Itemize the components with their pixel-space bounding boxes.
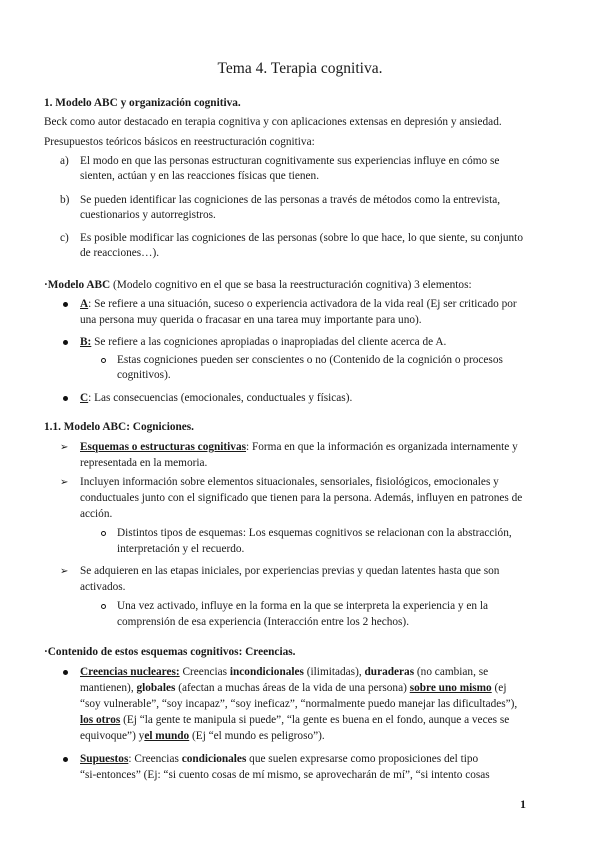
abc-c-text: : Las consecuencias (emocionales, conductuales y físicas).	[88, 392, 353, 404]
item-a-marker: a)	[60, 155, 69, 167]
item-c-marker: c)	[60, 232, 69, 244]
esquemas-line2: representada en la memoria.	[80, 457, 208, 469]
incluyen-line1: Incluyen información sobre elementos situacionales, sensoriales, fisiológicos, emocionales y	[80, 476, 499, 488]
incondicionales-term: incondicionales	[229, 666, 304, 678]
section-1-heading: 1. Modelo ABC y organización cognitiva.	[44, 97, 241, 109]
nucleares-line1	[80, 665, 488, 681]
bullet-icon	[63, 340, 68, 345]
adquieren-line2: activados.	[80, 581, 126, 593]
bullet-icon	[63, 670, 68, 675]
duraderas-term: duraderas	[364, 666, 415, 678]
section-1-1-heading: 1.1. Modelo ABC: Cogniciones.	[44, 421, 194, 433]
abc-a-line1	[80, 297, 517, 313]
arrow-bullet-icon: ➢	[60, 566, 69, 577]
nucleares-text: (ilimitadas),	[303, 666, 365, 678]
nucleares-line5	[80, 729, 325, 745]
abc-b-text: Se refiere a las cogniciones apropiadas o inapropiadas del cliente acerca de A.	[91, 336, 447, 348]
supuestos-line1	[80, 752, 478, 768]
bullet-icon	[63, 757, 68, 762]
abc-lead	[44, 278, 472, 294]
item-c-line2: de reacciones…).	[80, 247, 160, 259]
abc-b-sub-line2: cognitivos).	[117, 369, 171, 381]
abc-b-sub-line1: Estas cogniciones pueden ser conscientes o no (Contenido de la cognición o procesos	[117, 354, 503, 366]
abc-a-key: A	[80, 298, 89, 310]
nucleares-text: (afectan a muchas áreas de la vida de una persona)	[175, 682, 410, 694]
nucleares-text: (Ej “el mundo es peligroso”).	[189, 730, 325, 742]
circle-bullet-icon	[101, 358, 106, 363]
item-b-line2: cuestionarios y autorregistros.	[80, 209, 216, 221]
nucleares-text: Creencias	[179, 666, 230, 678]
page-number: 1	[520, 797, 526, 811]
sobre-uno-mismo-term: sobre uno mismo	[409, 682, 492, 694]
activado-line1: Una vez activado, influye en la forma en la que se interpreta la experiencia y en la	[117, 600, 489, 612]
los-otros-term: los otros	[80, 714, 121, 726]
abc-a-line2: una persona muy querida o fracasar en una tarea muy importante para uno).	[80, 314, 422, 326]
tipos-line2: interpretación y el recuerdo.	[117, 543, 245, 555]
page-title: Tema 4. Terapia cognitiva.	[217, 60, 383, 77]
tipos-line1: Distintos tipos de esquemas: Los esquemas cognitivos se relacionan con la abstracción,	[117, 527, 512, 539]
nucleares-key: Creencias nucleares:	[80, 666, 180, 678]
abc-c-line	[80, 391, 352, 407]
esquemas-line1	[80, 440, 518, 456]
abc-lead-bold: ·Modelo ABC	[44, 279, 111, 291]
condicionales-term: condicionales	[181, 753, 247, 765]
item-a-line1: El modo en que las personas estructuran cognitivamente sus experiencias influye en cómo se	[80, 155, 500, 167]
nucleares-line3: “soy vulnerable”, “soy incapaz”, “soy ineficaz”, “normalmente puedo manejar las dificultades”),	[80, 698, 518, 710]
globales-term: globales	[136, 682, 176, 694]
supuestos-line2: “si-entonces” (Ej: “si cuento cosas de mí mismo, se aprovecharán de mí”, “si intento cosas	[80, 769, 490, 781]
item-b-line1: Se pueden identificar las cogniciones de las personas a través de métodos como la entrevista,	[80, 194, 501, 206]
nucleares-text: (Ej “la gente te manipula si puede”, “la gente es buena en el fondo, aunque a veces se	[120, 714, 510, 726]
nucleares-text: (ej	[491, 682, 507, 694]
esquemas-text: : Forma en que la información es organizada internamente y	[246, 441, 518, 453]
nucleares-text: (no cambian, se	[414, 666, 489, 678]
item-b-marker: b)	[60, 194, 70, 206]
abc-b-key: B:	[80, 336, 92, 348]
abc-lead-rest: (Modelo cognitivo en el que se basa la reestructuración cognitiva) 3 elementos:	[110, 279, 472, 291]
bullet-icon	[63, 396, 68, 401]
nucleares-line4	[80, 713, 509, 729]
arrow-bullet-icon: ➢	[60, 442, 69, 453]
circle-bullet-icon	[101, 604, 106, 609]
supuestos-text: : Creencias	[128, 753, 182, 765]
bullet-icon	[63, 302, 68, 307]
abc-c-key: C	[80, 392, 89, 404]
incluyen-line3: acción.	[80, 508, 113, 520]
item-c-line1: Es posible modificar las cogniciones de las personas (sobre lo que hace, lo que siente, su conjunto	[80, 232, 523, 244]
circle-bullet-icon	[101, 531, 106, 536]
presupuestos-line: Presupuestos teóricos básicos en reestructuración cognitiva:	[44, 136, 315, 148]
el-mundo-term: el mundo	[144, 730, 190, 742]
supuestos-key: Supuestos	[80, 753, 129, 765]
abc-a-text: : Se refiere a una situación, suceso o experiencia activadora de la vida real (Ej ser criticado por	[88, 298, 517, 310]
creencias-heading: ·Contenido de estos esquemas cognitivos: Creencias.	[44, 646, 296, 658]
nucleares-line2	[80, 681, 506, 697]
abc-b-line1	[80, 335, 446, 351]
item-a-line2: sienten, actúan y en las reacciones físicas que tienen.	[80, 170, 320, 182]
supuestos-text: que suelen expresarse como proposiciones del tipo	[246, 753, 479, 765]
arrow-bullet-icon: ➢	[60, 477, 69, 488]
esquemas-key: Esquemas o estructuras cognitivas	[80, 441, 247, 453]
nucleares-text: equivoque”) y	[80, 730, 145, 742]
section-1-intro: Beck como autor destacado en terapia cognitiva y con aplicaciones extensas en depresión y ansiedad.	[44, 116, 502, 128]
nucleares-text: mantienen),	[80, 682, 137, 694]
adquieren-line1: Se adquieren en las etapas iniciales, por experiencias previas y quedan latentes hasta que son	[80, 565, 500, 577]
incluyen-line2: conductuales junto con el significado que tienen para la persona. Además, influyen en patrones de	[80, 492, 523, 504]
activado-line2: comprensión de esa experiencia (Interacción entre los 2 hechos).	[117, 616, 410, 628]
